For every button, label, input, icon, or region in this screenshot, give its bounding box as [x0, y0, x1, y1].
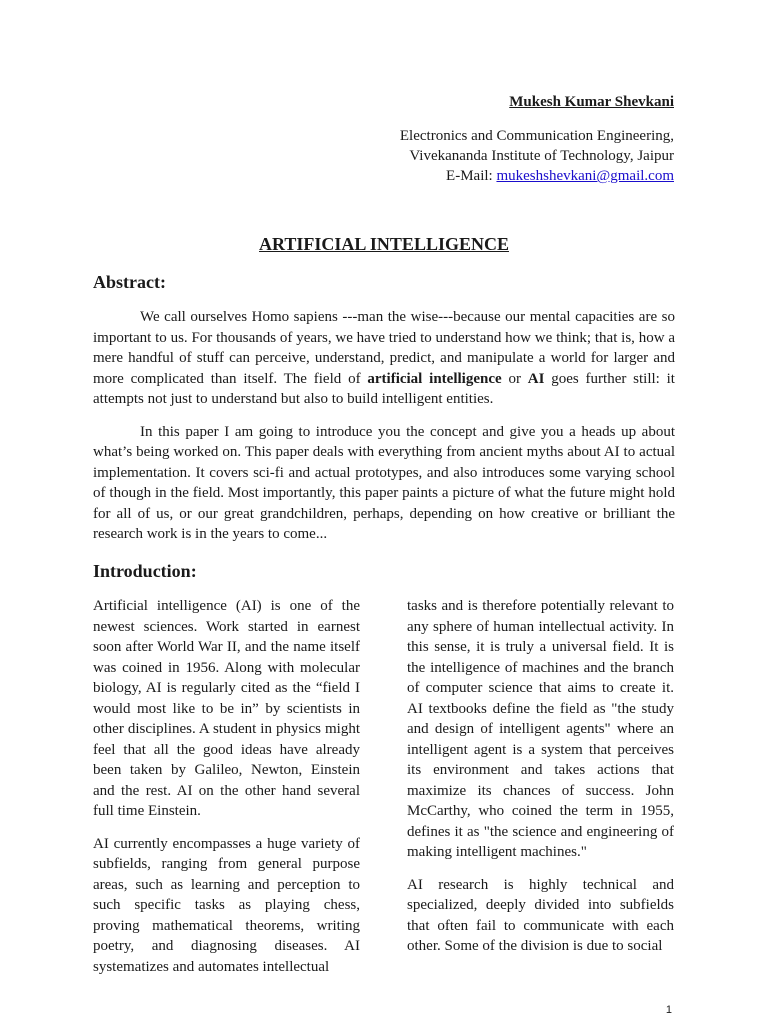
- intro-paragraph: AI research is highly technical and specialized, deeply divided into subfields that often fail to communicate with each other. Some of the division is due to social: [407, 876, 674, 954]
- author-email-line: [400, 166, 674, 186]
- intro-paragraph: tasks and is therefore potentially relevant to any sphere of human intellectual activity. In this sense, it is truly a universal field. It is the intelligence of machines and the branch of computer science that aims to create it. AI textbooks define the field as "the study and design of intelligent agents" where an intelligent agent is a system that perceives its environment and takes actions that maximize its chances of success. John McCarthy, who coined the term in 1955, defines it as "the science and engineering of making intelligent machines.": [407, 598, 674, 860]
- abstract-text: or: [501, 370, 528, 387]
- right-column: [407, 596, 674, 969]
- abstract-text: goes further still: it attempts not just to understand but also to build intelligent entities.: [93, 370, 675, 407]
- intro-paragraph: AI currently encompasses a huge variety of subfields, ranging from general purpose areas, such as learning and perception to such specific tasks as playing chess, proving mathematical theorems, writing poetry, and diagnosing diseases. AI systematizes and automates intellectual: [93, 835, 360, 975]
- abstract-paragraph-2: In this paper I am going to introduce you the concept and give you a heads up about what’s being worked on. This paper deals with everything from ancient myths about AI to actual implementation. It covers sci-fi and actual prototypes, and also introduces some varying school of though in the field. Most importantly, this paper paints a picture of what the future might hold for all of us, or our great grandchildren, perhaps, depending on how creative or brilliant the research work is in the years to come...: [93, 423, 675, 542]
- abstract-bold-term: AI: [527, 370, 545, 387]
- abstract-text: We call ourselves Homo sapiens ---man the wise---because our mental capacities are so important to us. For thousands of years, we have tried to understand how we think; that is, how a mere handful of stuff can perceive, understand, predict, and manipulate a world for larger and more complicated than itself. The field of: [93, 309, 675, 387]
- abstract-paragraph-1: [93, 307, 675, 410]
- email-link[interactable]: mukeshshevkani@gmail.com: [496, 168, 674, 184]
- paper-title: ARTIFICIAL INTELLIGENCE: [259, 234, 509, 254]
- page-number: 1: [665, 1004, 672, 1016]
- intro-paragraph: Artificial intelligence (AI) is one of the newest sciences. Work started in earnest soon after World War II, and the name itself was coined in 1956. Along with molecular biology, AI is regularly cited as the “field I would most like to be in” by scientists in other disciplines. A student in physics might feel that all the good ideas have already been taken by Galileo, Newton, Einstein and the rest. AI on the other hand several full time Einstein.: [93, 598, 360, 819]
- author-block: [400, 92, 674, 186]
- author-institute: Vivekananda Institute of Technology, Jaipur: [409, 148, 674, 164]
- author-department: Electronics and Communication Engineering,: [399, 128, 674, 144]
- abstract-body: [93, 307, 675, 557]
- abstract-bold-term: artificial intelligence: [367, 370, 502, 387]
- abstract-heading: Abstract:: [93, 272, 166, 292]
- email-label: E-Mail:: [446, 168, 497, 184]
- introduction-heading: Introduction:: [93, 561, 197, 581]
- left-column: [93, 596, 360, 989]
- author-name: Mukesh Kumar Shevkani: [509, 94, 674, 110]
